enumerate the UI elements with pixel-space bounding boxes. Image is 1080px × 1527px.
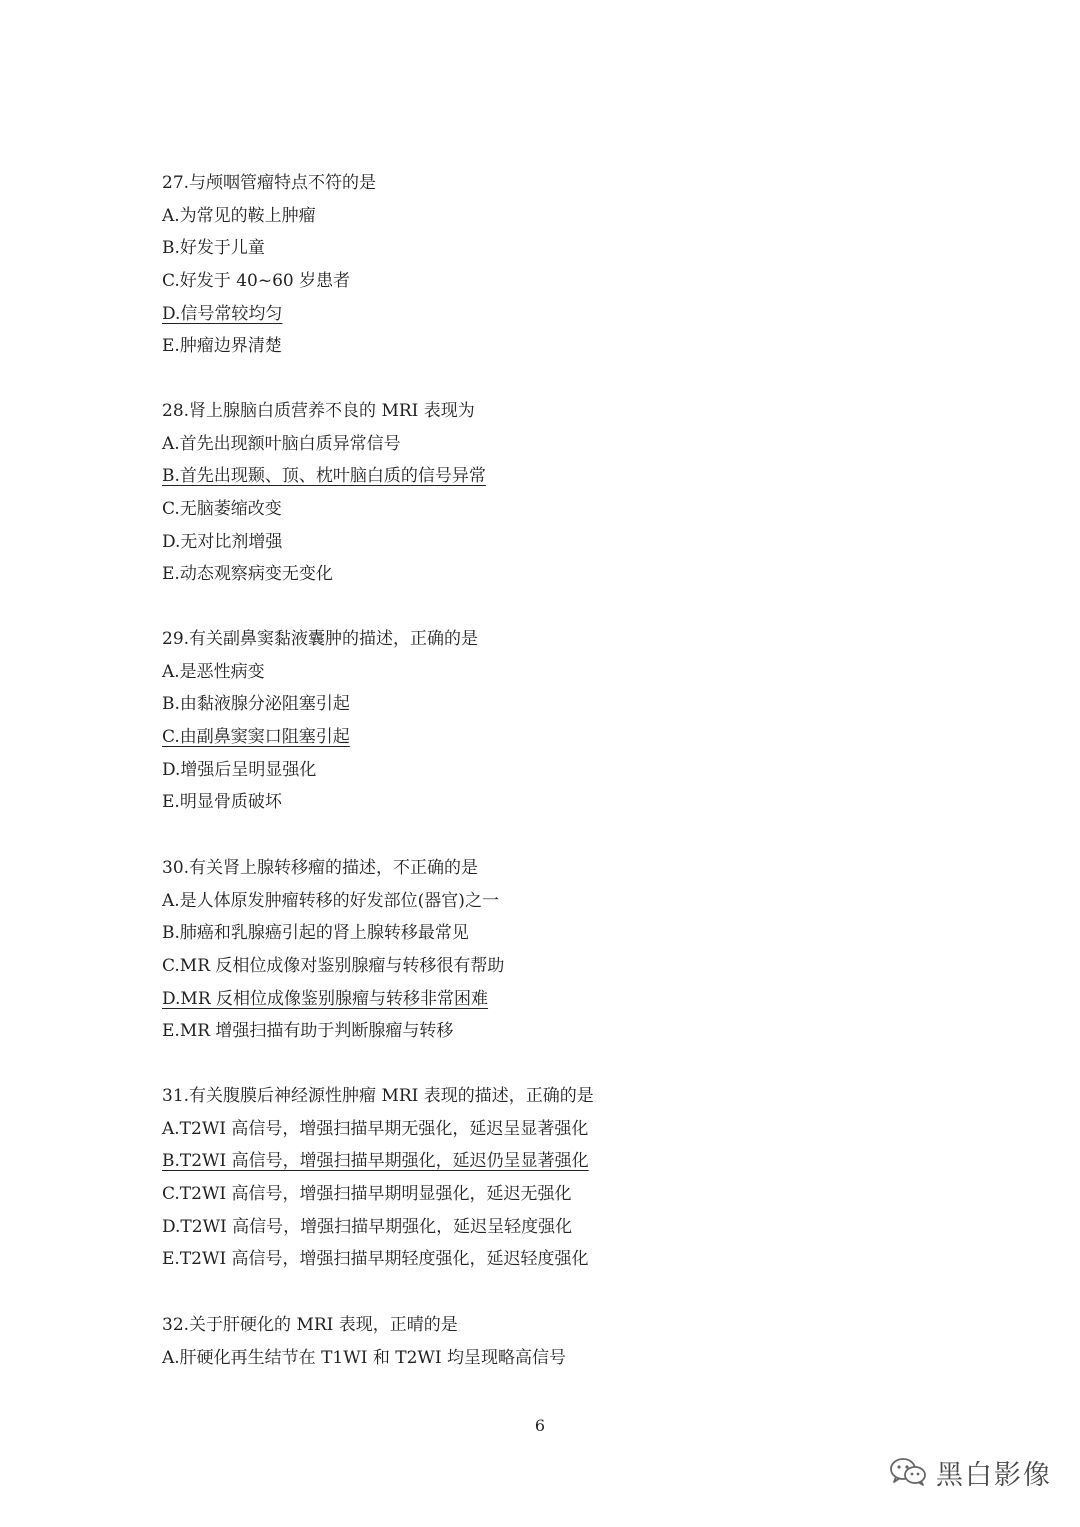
question-stem: 28.肾上腺脑白质营养不良的 MRI 表现为 bbox=[162, 401, 475, 421]
question-stem: 29.有关副鼻窦黏液囊肿的描述，正确的是 bbox=[162, 629, 479, 649]
option-e: E.MR 增强扫描有助于判断腺瘤与转移 bbox=[162, 1021, 454, 1042]
option-c: C.MR 反相位成像对鉴别腺瘤与转移很有帮助 bbox=[162, 956, 505, 977]
watermark-text: 黑白影像 bbox=[936, 1459, 1052, 1491]
option-a: A.肝硬化再生结节在 T1WI 和 T2WI 均呈现略高信号 bbox=[162, 1347, 566, 1368]
option-d: D.增强后呈明显强化 bbox=[162, 759, 317, 780]
option-d: D.T2WI 高信号，增强扫描早期强化，延迟呈轻度强化 bbox=[162, 1216, 573, 1237]
question-29 bbox=[162, 623, 962, 819]
option-c: C.好发于 40~60 岁患者 bbox=[162, 271, 351, 292]
option-e: E.明显骨质破坏 bbox=[162, 792, 282, 813]
question-stem: 30.有关肾上腺转移瘤的描述，不正确的是 bbox=[162, 858, 479, 878]
wechat-icon bbox=[888, 1456, 928, 1488]
option-c-answer: C.由副鼻窦窦口阻塞引起 bbox=[162, 727, 350, 748]
question-stem: 31.有关腹膜后神经源性肿瘤 MRI 表现的描述，正确的是 bbox=[162, 1086, 594, 1106]
option-d-answer: D.信号常较均匀 bbox=[162, 303, 283, 324]
question-31 bbox=[162, 1080, 962, 1276]
question-stem: 32.关于肝硬化的 MRI 表现，正晴的是 bbox=[162, 1315, 458, 1335]
option-e: E.肿瘤边界清楚 bbox=[162, 336, 282, 357]
option-e: E.动态观察病变无变化 bbox=[162, 564, 333, 585]
option-b: B.肺癌和乳腺癌引起的肾上腺转移最常见 bbox=[162, 923, 469, 944]
option-a: A.是人体原发肿瘤转移的好发部位(器官)之一 bbox=[162, 890, 499, 911]
option-d-answer: D.MR 反相位成像鉴别腺瘤与转移非常困难 bbox=[162, 988, 489, 1009]
question-stem: 27.与颅咽管瘤特点不符的是 bbox=[162, 173, 377, 193]
option-b-answer: B.首先出现颞、顶、枕叶脑白质的信号异常 bbox=[162, 466, 486, 487]
question-32 bbox=[162, 1309, 962, 1374]
watermark bbox=[888, 1452, 1052, 1492]
question-28 bbox=[162, 395, 962, 591]
option-a: A.是恶性病变 bbox=[162, 661, 265, 682]
question-30 bbox=[162, 852, 962, 1048]
option-b: B.好发于儿童 bbox=[162, 238, 265, 259]
option-e: E.T2WI 高信号，增强扫描早期轻度强化，延迟轻度强化 bbox=[162, 1249, 589, 1270]
option-a: A.T2WI 高信号，增强扫描早期无强化，延迟呈显著强化 bbox=[162, 1118, 589, 1139]
option-b-answer: B.T2WI 高信号，增强扫描早期强化，延迟仍呈显著强化 bbox=[162, 1151, 589, 1172]
option-c: C.无脑萎缩改变 bbox=[162, 499, 282, 520]
option-a: A.首先出现额叶脑白质异常信号 bbox=[162, 433, 401, 454]
question-27 bbox=[162, 167, 962, 363]
option-a: A.为常见的鞍上肿瘤 bbox=[162, 205, 316, 226]
page-number: 6 bbox=[534, 1416, 546, 1435]
option-d: D.无对比剂增强 bbox=[162, 531, 283, 552]
option-c: C.T2WI 高信号，增强扫描早期明显强化，延迟无强化 bbox=[162, 1184, 572, 1205]
option-b: B.由黏液腺分泌阻塞引起 bbox=[162, 694, 350, 715]
